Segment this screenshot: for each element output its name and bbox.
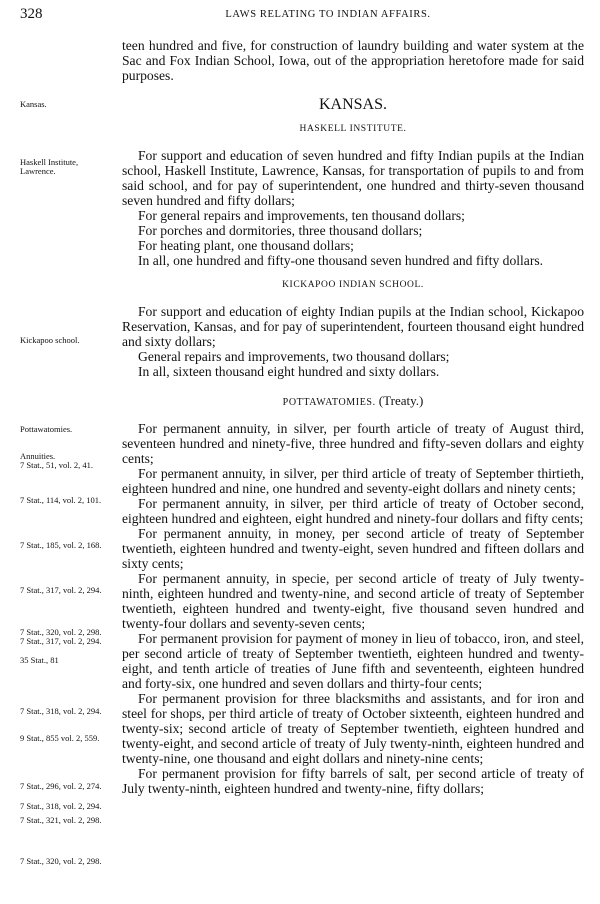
margin-note-citation: 7 Stat., 296, vol. 2, 274. 7 Stat., 318, vol. 2, 294. 7 Stat., 321, vol. 2, 298. — [20, 781, 102, 825]
margin-note-citation: 9 Stat., 855 vol. 2, 559. — [20, 733, 100, 743]
paragraph: For heating plant, one thousand dollars; — [138, 238, 354, 253]
margin-note-citation: 35 Stat., 81 — [20, 655, 59, 665]
section-heading-kickapoo: KICKAPOO INDIAN SCHOOL. — [282, 280, 424, 290]
running-header: LAWS RELATING TO INDIAN AFFAIRS. — [225, 9, 431, 20]
paragraph: For support and education of eighty Indian pupils at the Indian school, Kickapoo Reservation, Kansas, and for pay of superintendent, fourteen thousand eight hundred and sixty dollars; — [122, 304, 584, 349]
margin-note-citation: 7 Stat., 320, vol. 2, 298. 7 Stat., 317, vol. 2, 294. — [20, 627, 102, 646]
margin-note-citation: 7 Stat., 185, vol. 2, 168. — [20, 540, 102, 550]
paragraph: In all, sixteen thousand eight hundred and sixty dollars. — [138, 364, 440, 379]
paragraph: For support and education of seven hundred and fifty Indian pupils at the Indian school, Haskell Institute, Lawrence, Kansas, for transportation of pupils to and from said school, and for pay of superintendent, one hundred and thirty-seven thousand seven hundred and fifty dollars; — [122, 148, 584, 208]
continuation-paragraph: teen hundred and five, for construction of laundry building and water system at the Sac and Fox Indian School, Iowa, out of the appropriation heretofore made for said purposes. — [122, 38, 584, 83]
paragraph: For general repairs and improvements, ten thousand dollars; — [138, 208, 465, 223]
margin-note-kickapoo: Kickapoo school. — [20, 335, 80, 345]
paragraph: For permanent annuity, in silver, per third article of treaty of September thirtieth, eighteen hundred and nine, one hundred and seventy-eight dollars and ninety cents; — [122, 466, 584, 496]
page-number: 328 — [20, 6, 43, 22]
margin-note-haskell: Haskell Institute, Lawrence. — [20, 157, 79, 176]
margin-note-citation: 7 Stat., 114, vol. 2, 101. — [20, 495, 102, 505]
margin-note-citation: 7 Stat., 317, vol. 2, 294. — [20, 585, 102, 595]
paragraph: General repairs and improvements, two thousand dollars; — [138, 349, 450, 364]
paragraph: For permanent annuity, in silver, per third article of treaty of October second, eighteen hundred and eighteen, eight hundred and ninety-four dollars and fifty cents; — [122, 496, 584, 526]
paragraph: For permanent annuity, in money, per second article of treaty of September twentieth, eighteen hundred and twenty-eight, seven hundred and fifteen dollars and sixty cents; — [122, 526, 584, 571]
kickapoo-section — [122, 304, 584, 379]
pottawatomies-section — [122, 421, 584, 796]
state-heading: KANSAS. — [318, 96, 387, 113]
margin-note-kansas: Kansas. — [20, 99, 47, 109]
paragraph: For porches and dormitories, three thousand dollars; — [138, 223, 423, 238]
paragraph: In all, one hundred and fifty-one thousand seven hundred and fifty dollars. — [138, 253, 544, 268]
margin-note-annuities: Annuities. 7 Stat., 51, vol. 2, 41. — [20, 451, 93, 470]
section-heading-haskell: HASKELL INSTITUTE. — [299, 124, 407, 134]
margin-note-citation: 7 Stat., 320, vol. 2, 298. — [20, 856, 102, 866]
section-heading-pottawatomies: POTTAWATOMIES. (Treaty.) — [282, 393, 424, 408]
paragraph: For permanent annuity, in specie, per second article of treaty of July twenty-ninth, eighteen hundred and twenty-nine, and second article of treaty of September twentieth, eighteen hundred and twenty-eight, five thousand seven hundred and twenty-four dollars and seventy-seven cents; — [122, 571, 584, 631]
paragraph: For permanent provision for payment of money in lieu of tobacco, iron, and steel, per second article of treaty of September twentieth, eighteen hundred and twenty-eight, and tenth article of treaties of June fifth and seventeenth, eighteen hundred and forty-six, one hundred and seven dollars and thirty-four cents; — [122, 631, 584, 691]
paragraph: For permanent provision for fifty barrels of salt, per second article of treaty of July twenty-ninth, eighteen hundred and twenty-nine, fifty dollars; — [122, 766, 584, 796]
margin-note-pottawatomies: Pottawatomies. — [20, 424, 73, 434]
paragraph: For permanent provision for three blacksmiths and assistants, and for iron and steel for shops, per third article of treaty of October sixteenth, eighteen hundred and twenty-six; second article of treaty of September twentieth, eighteen hundred and twenty-eight, and second article of treaty of July twenty-ninth, eighteen hundred and twenty-nine, one thousand and eight dollars and ninety-nine cents; — [122, 691, 584, 766]
text-column — [122, 38, 584, 796]
margin-note-citation: 7 Stat., 318, vol. 2, 294. — [20, 706, 102, 716]
paragraph: For permanent annuity, in silver, per fourth article of treaty of August third, seventeen hundred and ninety-five, three hundred and fifty-seven dollars and eighty cents; — [122, 421, 584, 466]
haskell-section — [122, 148, 584, 268]
